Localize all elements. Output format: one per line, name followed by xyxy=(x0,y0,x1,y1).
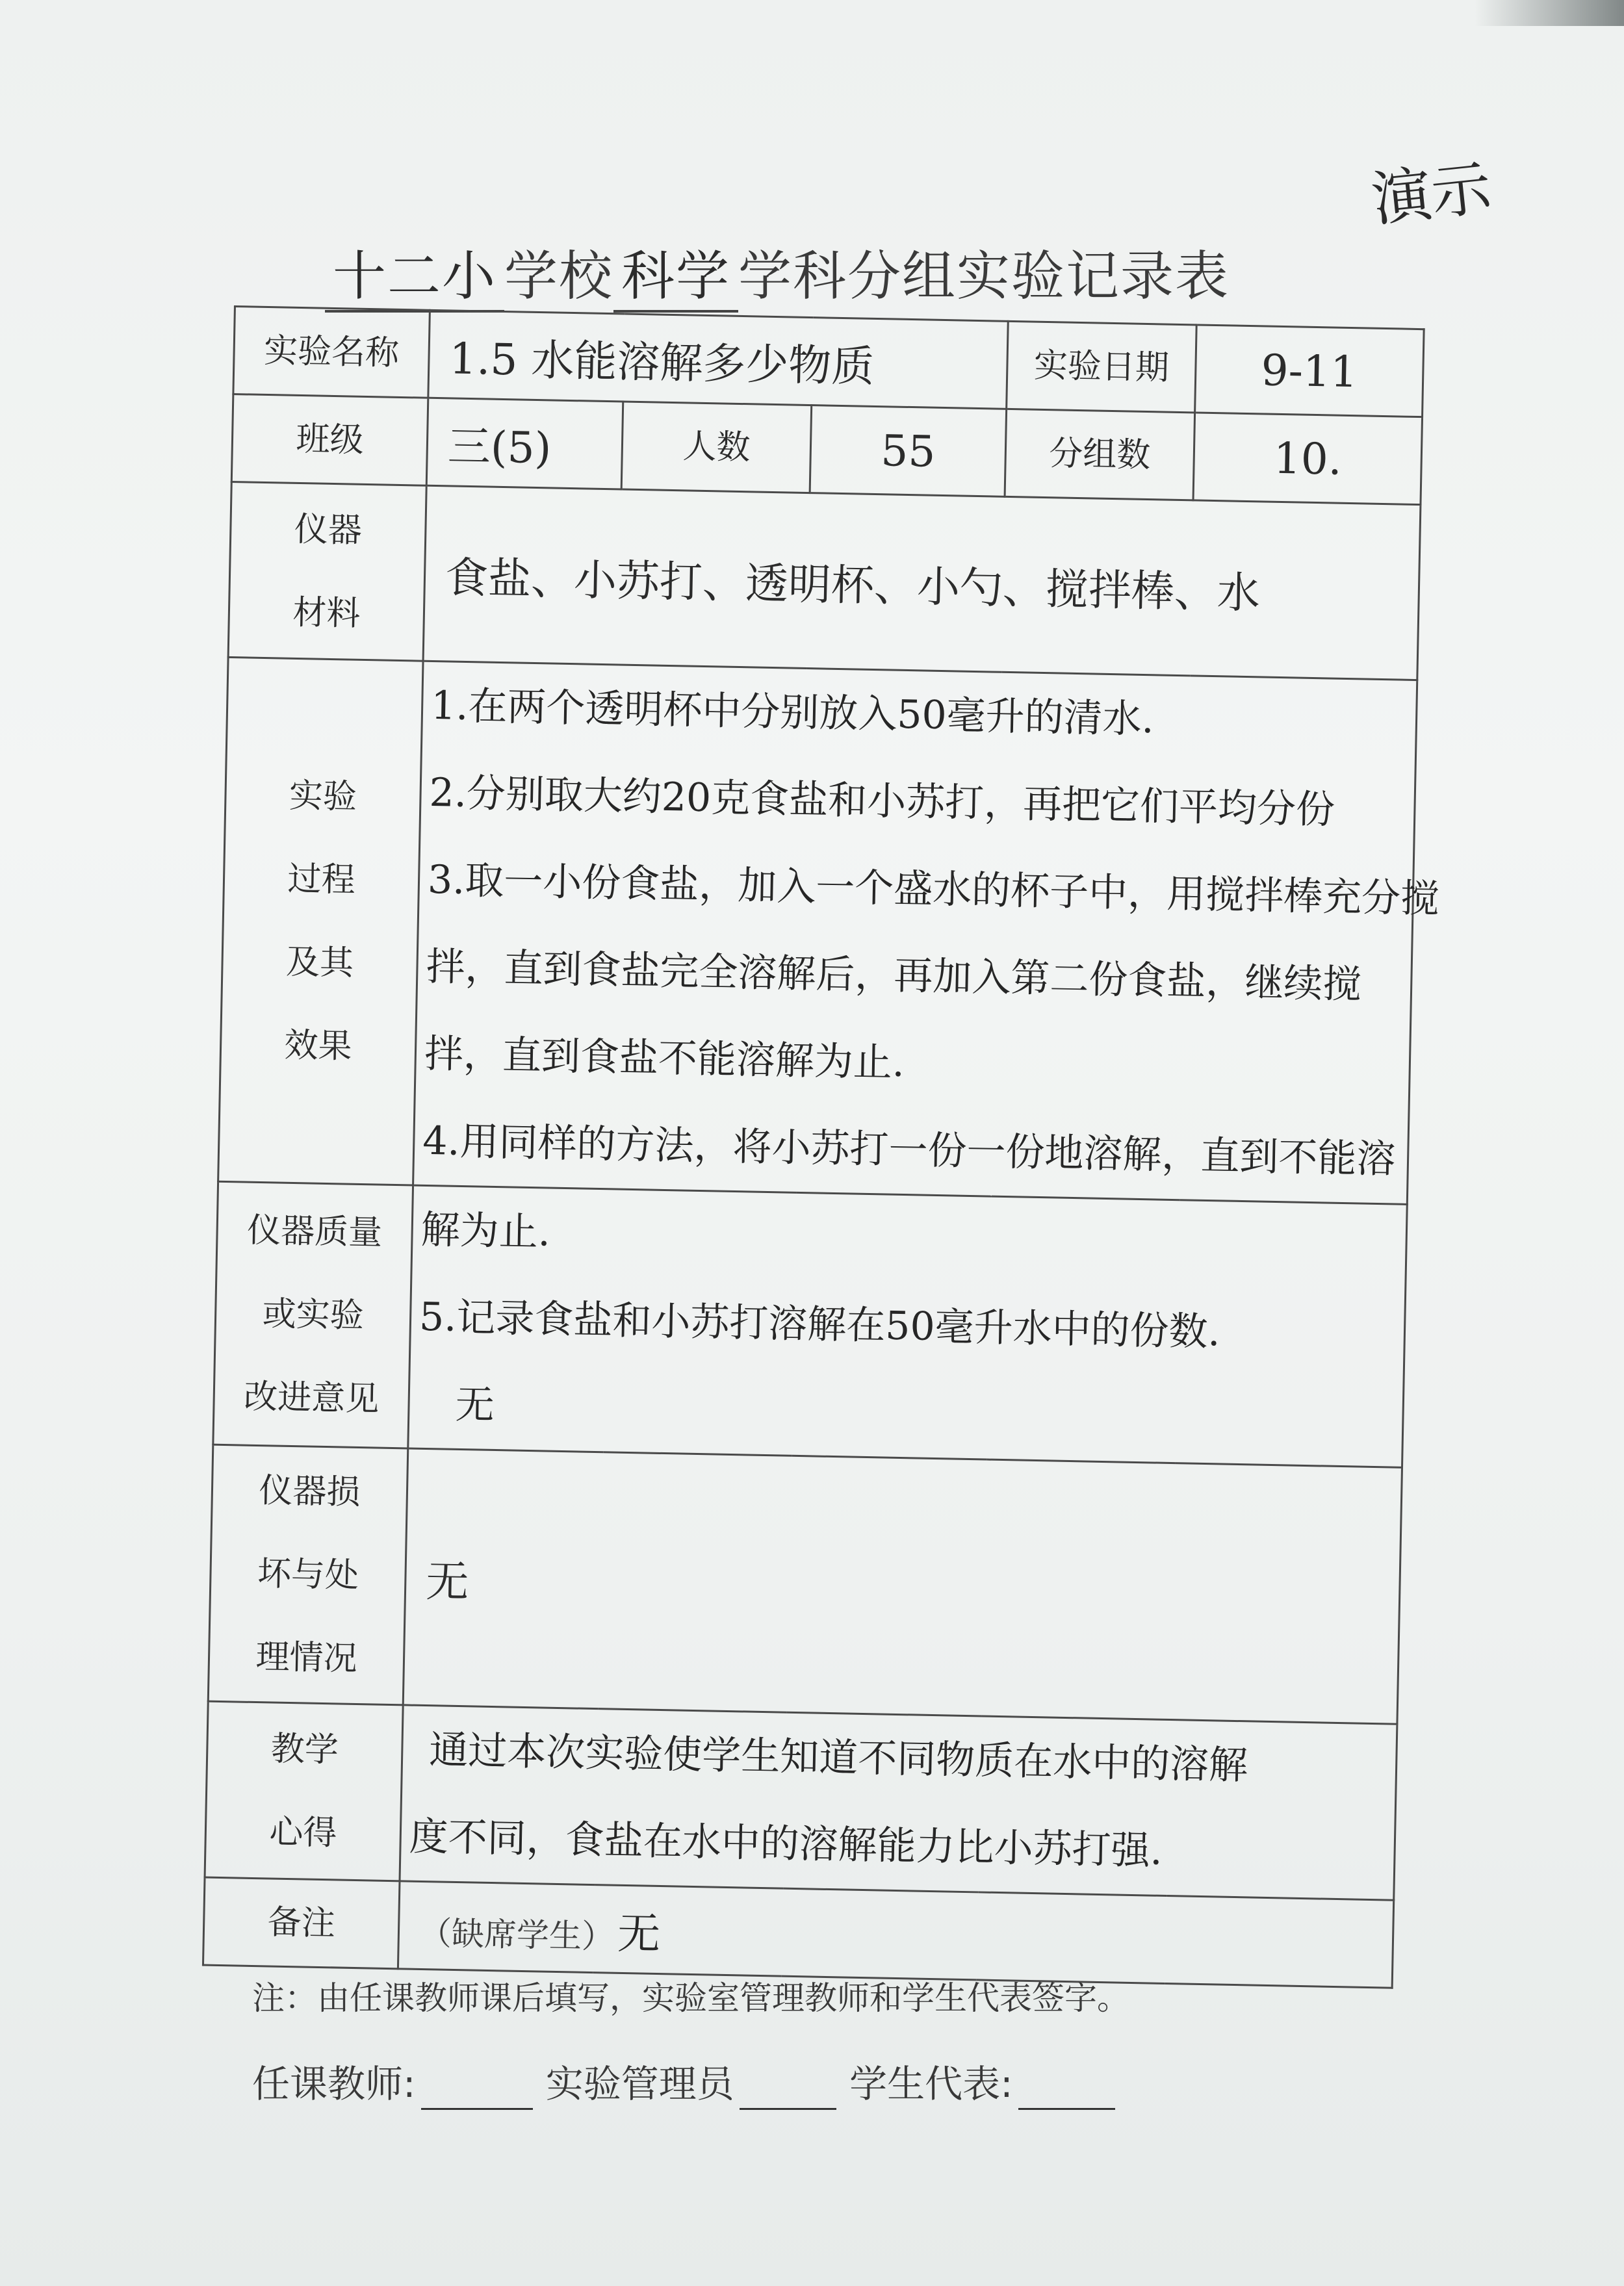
materials-label-line-2: 材料 xyxy=(292,593,361,634)
process-label-line-1: 实验 xyxy=(289,776,357,817)
quality-value xyxy=(408,1185,1407,1467)
school-name: 十二小 xyxy=(325,234,504,313)
form-heading xyxy=(325,234,1365,313)
quality-label-line-3: 改进意见 xyxy=(243,1377,380,1419)
process-line: 4.用同样的方法，将小苏打一份一份地溶解，直到不能溶 xyxy=(422,1118,1397,1183)
process-label-line-3: 及其 xyxy=(285,942,354,983)
title-suffix: 学科分组实验记录表 xyxy=(738,246,1230,307)
student-signature xyxy=(1018,2053,1115,2110)
process-line: 1.在两个透明杯中分别放入50毫升的清水. xyxy=(430,682,1155,743)
row-process xyxy=(218,657,1417,1204)
footer-note: 注：由任课教师课后填写，实验室管理教师和学生代表签字。 xyxy=(252,1979,1129,2017)
materials-value: 食盐、小苏打、透明杯、小勺、搅拌棒、水 xyxy=(423,485,1421,680)
damage-label-line-2: 坏与处 xyxy=(257,1554,359,1596)
people-label: 人数 xyxy=(621,402,812,493)
remarks-label: 备注 xyxy=(203,1877,400,1969)
record-table xyxy=(202,305,1440,1989)
damage-value: 无 xyxy=(403,1448,1402,1724)
record-form xyxy=(202,305,1440,1972)
class-label: 班级 xyxy=(231,394,428,486)
row-reflection xyxy=(205,1701,1397,1900)
damage-label-line-3: 理情况 xyxy=(255,1637,358,1679)
reflection-value xyxy=(400,1705,1397,1900)
student-label: 学生代表: xyxy=(849,2062,1013,2106)
people-value: 55 xyxy=(810,405,1007,497)
row-damage xyxy=(208,1445,1402,1724)
quality-text: 无 xyxy=(454,1381,495,1428)
signature-line xyxy=(252,2053,1128,2110)
quality-label xyxy=(213,1181,413,1448)
reflection-label xyxy=(205,1701,403,1881)
damage-label xyxy=(208,1445,408,1705)
groups-value: 10. xyxy=(1193,413,1423,505)
process-line: 解为止. xyxy=(420,1207,551,1255)
quality-label-line-1: 仪器质量 xyxy=(246,1211,383,1253)
experiment-name-value: 1.5 水能溶解多少物质 xyxy=(428,310,1008,409)
quality-label-line-2: 或实验 xyxy=(262,1294,365,1336)
teacher-label: 任课教师: xyxy=(252,2062,416,2106)
process-label-line-4: 效果 xyxy=(284,1025,353,1066)
damage-label-line-1: 仪器损 xyxy=(258,1471,361,1513)
row-materials xyxy=(228,482,1421,680)
reflection-label-line-1: 教学 xyxy=(270,1729,339,1770)
corner-handwritten-mark: 演示 xyxy=(1368,153,1495,235)
reflection-label-line-2: 心得 xyxy=(268,1812,337,1853)
date-value: 9-11 xyxy=(1195,325,1424,417)
school-suffix: 学校 xyxy=(504,246,614,307)
corner-shadow xyxy=(1475,0,1624,26)
reflection-line: 通过本次实验使学生知道不同物质在水中的溶解 xyxy=(428,1727,1248,1789)
admin-label: 实验管理员 xyxy=(545,2062,734,2106)
experiment-name-label: 实验名称 xyxy=(233,307,430,398)
process-label-line-2: 过程 xyxy=(287,859,356,900)
class-value: 三(5) xyxy=(426,398,623,489)
process-label xyxy=(218,657,423,1185)
process-line: 拌，直到食盐完全溶解后，再加入第二份食盐，继续搅 xyxy=(425,944,1362,1008)
reflection-line: 度不同，食盐在水中的溶解能力比小苏打强. xyxy=(409,1814,1163,1874)
date-label: 实验日期 xyxy=(1007,321,1197,413)
remarks-text: 无 xyxy=(617,1908,661,1959)
process-line-5: 5.记录食盐和小苏打溶解在50毫升水中的份数. xyxy=(419,1294,1221,1355)
subject-name: 科学 xyxy=(613,234,738,313)
teacher-signature xyxy=(421,2053,533,2110)
materials-label-line-1: 仪器 xyxy=(294,509,363,550)
materials-label xyxy=(228,482,426,661)
groups-label: 分组数 xyxy=(1005,409,1195,500)
process-line: 2.分别取大约20克食盐和小苏打，再把它们平均分份 xyxy=(428,769,1335,833)
process-value xyxy=(413,661,1440,1204)
admin-signature xyxy=(740,2053,836,2110)
process-line: 拌，直到食盐不能溶解为止. xyxy=(424,1031,905,1086)
remarks-prefix: （缺席学生） xyxy=(419,1914,615,1956)
row-quality xyxy=(213,1181,1407,1467)
process-line: 3.取一小份食盐，加入一个盛水的杯子中，用搅拌棒充分搅 xyxy=(427,856,1440,922)
